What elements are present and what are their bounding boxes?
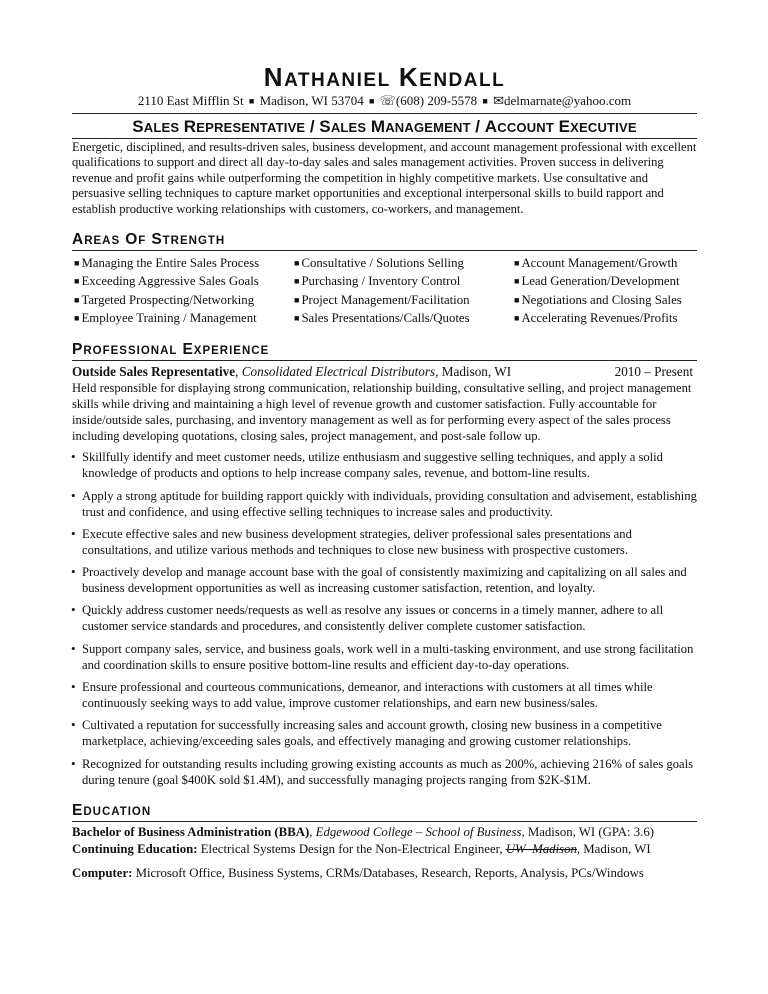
square-bullet-icon: ■ (294, 312, 300, 323)
computer-label: Computer: (72, 865, 133, 880)
computer-skills-line (72, 865, 697, 882)
square-bullet-icon: ■ (74, 312, 80, 323)
continuing-school: UW–Madison (505, 841, 577, 856)
job-bullet-list (72, 449, 697, 787)
square-bullet-icon: ■ (74, 258, 80, 269)
city-state-zip: Madison, WI 53704 (259, 93, 364, 108)
square-bullet-icon: ■ (514, 258, 520, 269)
strength-label: Account Management/Growth (521, 256, 678, 271)
strength-label: Accelerating Revenues/Profits (521, 310, 678, 325)
strength-item (292, 254, 512, 272)
continuing-course: Electrical Systems Design for the Non-Electrical Engineer, (197, 841, 506, 856)
job-bullet: • Apply a strong aptitude for building rapport quickly with individuals, providing consultation and advisement, establishing trust and confidence, and using effective selling techniques to increase sales and productivity. (72, 488, 697, 520)
job-bullet: • Cultivated a reputation for successfully increasing sales and account growth, closing new business in a competitive marketplace, achieving/exceeding sales goals, and effectively managing and growing customer relationships. (72, 717, 697, 749)
strength-item (512, 309, 697, 327)
strength-label: Lead Generation/Development (521, 274, 680, 289)
strength-label: Employee Training / Management (81, 310, 257, 325)
square-bullet-icon: ■ (74, 294, 80, 305)
square-bullet-icon: ■ (514, 294, 520, 305)
computer-skills: Microsoft Office, Business Systems, CRMs/Databases, Research, Reports, Analysis, PCs/Windows (132, 865, 644, 880)
section-heading-experience: PROFESSIONAL EXPERIENCE (72, 341, 697, 361)
strength-label: Targeted Prospecting/Networking (81, 292, 255, 307)
strength-item (292, 309, 512, 327)
strength-label: Project Management/Facilitation (301, 292, 470, 307)
square-bullet-icon: ■ (514, 276, 520, 287)
strength-item (292, 291, 512, 309)
degree-label: Bachelor of Business Administration (BBA) (72, 824, 310, 839)
strength-item (512, 272, 697, 290)
strength-label: Consultative / Solutions Selling (301, 256, 464, 271)
square-bullet-icon: ■ (294, 258, 300, 269)
street-address: 2110 East Mifflin St (137, 93, 244, 108)
job-bullet: • Proactively develop and manage account base with the goal of consistently maximizing and capitalizing on all sales and business development opportunities as well as increasing customer satisfaction, retention, and loyalty. (72, 564, 697, 596)
separator-square-icon: ■ (482, 96, 488, 106)
strength-item (292, 272, 512, 290)
degree-line: Bachelor of Business Administration (BBA), Edgewood College – School of Business, Madison, WI (GPA: 3.6) (72, 824, 655, 839)
job-bullet: • Recognized for outstanding results including growing existing accounts as much as 200%, achieving 216% of sales goals during tenure (goal $400K sold $1.4M), and successfully managing projects ranging from $2K-$1M. (72, 756, 697, 788)
candidate-name: NATHANIEL KENDALL (263, 62, 506, 92)
job-location: , Madison, WI (435, 364, 512, 380)
job-bullet: • Quickly address customer needs/requests as well as resolve any issues or concerns in a timely manner, adhere to all customer service standards and procedures, and consistently deliver complete customer satisfaction. (72, 602, 697, 634)
strength-item (72, 291, 292, 309)
job-bullet: • Skillfully identify and meet customer needs, utilize enthusiasm and suggestive selling techniques, and apply a solid knowledge of products and options to help increase company sales, revenue, and bottom-line results. (72, 449, 697, 481)
job-bullet: • Support company sales, service, and business goals, work well in a multi-tasking environment, and use strong facilitation and coordination skills to ensure positive bottom-line results and efficient day-to-day operations. (72, 641, 697, 673)
contact-line (72, 92, 697, 110)
separator-square-icon: ■ (368, 96, 375, 106)
job-description: Held responsible for displaying strong communication, relationship building, consultative selling, and project management skills while driving and maintaining a high level of revenue growth and customer satisfaction. Fully accountable for inside/outside sales, purchasing, and inventory management as well as for performing every aspect of the sales process including developing quotations, closing sales, project management, and post-sale follow up. (72, 381, 692, 444)
header-divider (72, 113, 697, 114)
square-bullet-icon: ■ (294, 276, 300, 287)
strength-item (512, 254, 697, 272)
resume-page (72, 62, 697, 882)
strength-label: Purchasing / Inventory Control (301, 274, 461, 289)
strength-item (72, 272, 292, 290)
job-header (72, 364, 697, 380)
strength-label: Managing the Entire Sales Process (81, 256, 260, 271)
phone-number: (608) 209-5578 (395, 93, 478, 108)
education-block (72, 824, 697, 882)
section-heading-strengths: AREAS OF STRENGTH (72, 231, 697, 251)
strength-item (512, 291, 697, 309)
strengths-grid (72, 254, 697, 327)
strength-item (72, 309, 292, 327)
strength-item (72, 254, 292, 272)
professional-headline: SALES REPRESENTATIVE / SALES MANAGEMENT / ACCOUNT EXECUTIVE (132, 117, 637, 136)
phone-icon: ☏ (379, 93, 396, 108)
strength-label: Exceeding Aggressive Sales Goals (81, 274, 259, 289)
degree-details: , Madison, WI (GPA: 3.6) (521, 824, 655, 839)
company-name: Consolidated Electrical Distributors (241, 364, 436, 380)
summary-paragraph: Energetic, disciplined, and results-driven sales, business development, and account management professional with excellent qualifications to support and direct all day-to-day sales and sales management activities. Proven success in delivering revenue and profit gains while outperforming the competition in highly competitive markets. Use consultative and persuasive selling techniques to capture market opportunities and exceptional interpersonal skills to build rapport and establish productive working relationships with customers, co-workers, and management. (72, 140, 697, 216)
continuing-education-line (72, 841, 697, 858)
job-dates: 2010 – Present (614, 364, 693, 380)
job-title-line: Outside Sales Representative, Consolidated Electrical Distributors, Madison, WI (72, 364, 512, 380)
degree-school: Edgewood College – School of Business (315, 824, 522, 839)
envelope-icon: ✉ (493, 93, 505, 108)
job-bullet: • Ensure professional and courteous communications, demeanor, and interactions with customers at all times while continuously seeking ways to add value, improve customer relationships, and earn new business/sales. (72, 679, 697, 711)
job-bullet: • Execute effective sales and new business development strategies, deliver professional sales presentations and consultations, and utilize various methods and techniques to close new business with prospective customers. (72, 526, 697, 558)
square-bullet-icon: ■ (294, 294, 300, 305)
separator-square-icon: ■ (248, 96, 255, 106)
section-heading-education: EDUCATION (72, 802, 697, 822)
job-title: Outside Sales Representative (72, 364, 236, 380)
continuing-location: , Madison, WI (576, 841, 651, 856)
strength-label: Negotiations and Closing Sales (521, 292, 682, 307)
strength-label: Sales Presentations/Calls/Quotes (301, 310, 470, 325)
email-address: delmarnate@yahoo.com (504, 93, 632, 108)
square-bullet-icon: ■ (74, 276, 80, 287)
continuing-label: Continuing Education: (72, 841, 198, 856)
square-bullet-icon: ■ (514, 312, 520, 323)
